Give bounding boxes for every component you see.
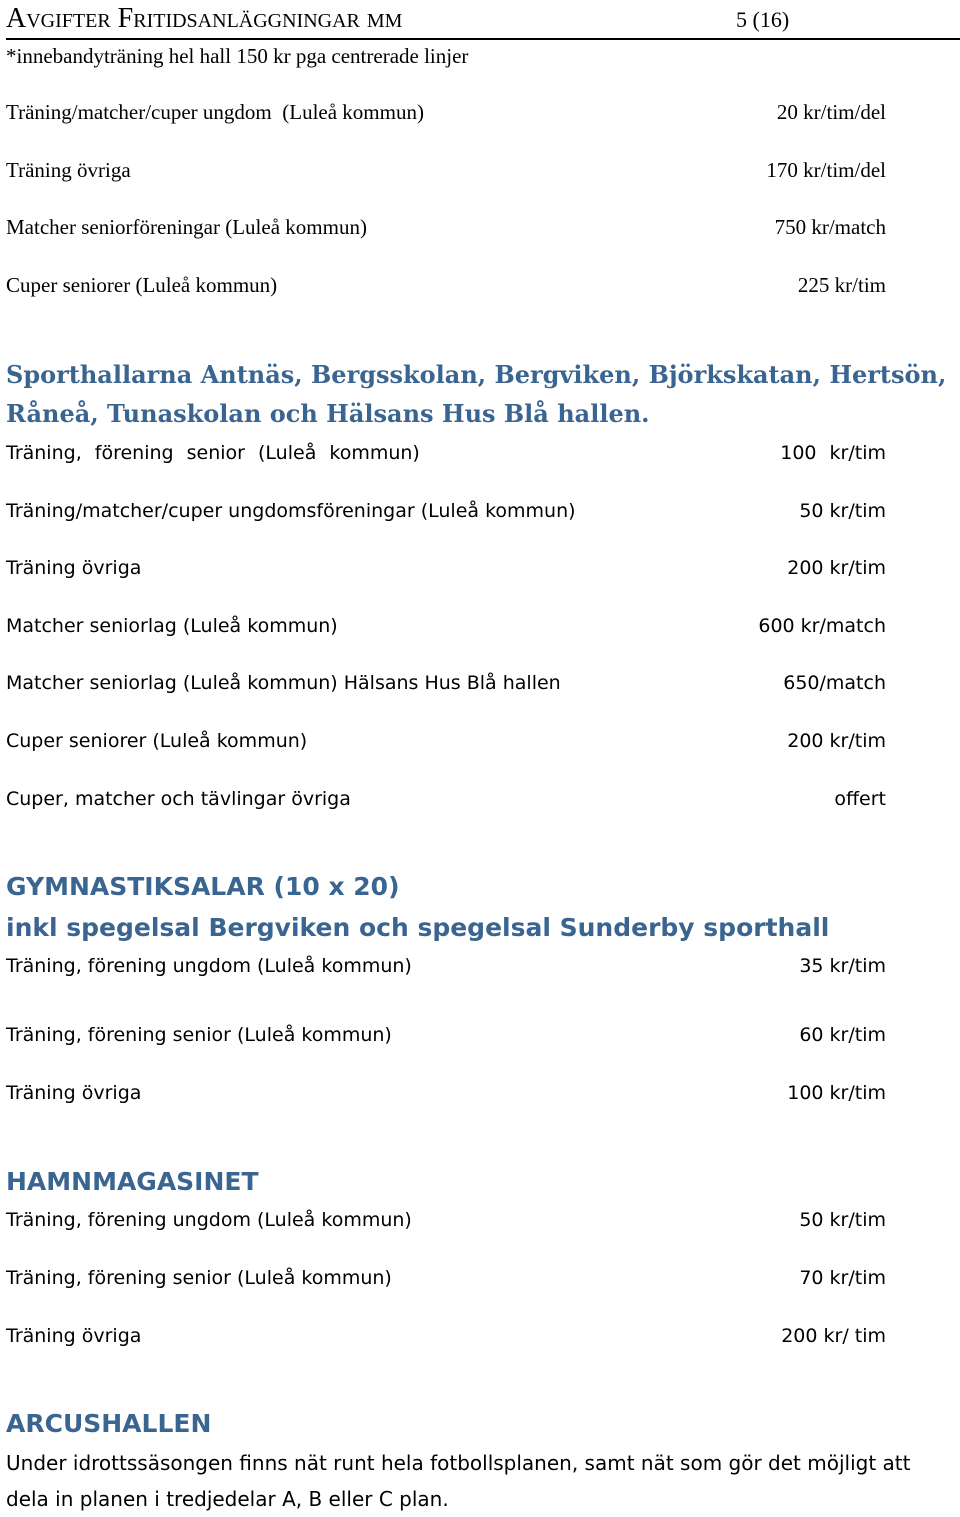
price-label: Cuper seniorer (Luleå kommun) bbox=[6, 273, 278, 297]
price-label: Träning/matcher/cuper ungdom (Luleå kommun) bbox=[6, 100, 424, 124]
price-row bbox=[6, 439, 886, 467]
price-label: Träning/matcher/cuper ungdomsföreningar (Luleå kommun) bbox=[6, 500, 576, 522]
price-row bbox=[6, 1079, 886, 1107]
price-value: offert bbox=[834, 788, 886, 810]
price-value: 100 kr/tim bbox=[780, 442, 886, 464]
price-value: 200 kr/tim bbox=[787, 730, 886, 752]
price-value: 170 kr/tim/del bbox=[766, 158, 886, 182]
page-header bbox=[6, 0, 960, 40]
price-value: 60 kr/tim bbox=[799, 1024, 886, 1046]
page-title: Avgifter Fritidsanläggningar mm bbox=[6, 3, 403, 34]
price-row bbox=[6, 1264, 886, 1292]
price-row bbox=[6, 156, 886, 184]
section-title-sporthallar-line2: Råneå, Tunaskolan och Hälsans Hus Blå hallen. bbox=[6, 399, 650, 428]
price-label: Matcher seniorlag (Luleå kommun) Hälsans Hus Blå hallen bbox=[6, 672, 561, 694]
price-value: 200 kr/ tim bbox=[781, 1325, 886, 1347]
price-row bbox=[6, 669, 886, 697]
price-label: Träning, förening senior (Luleå kommun) bbox=[6, 442, 420, 464]
price-value: 225 kr/tim bbox=[797, 273, 886, 297]
price-value: 100 kr/tim bbox=[787, 1082, 886, 1104]
price-label: Matcher seniorlag (Luleå kommun) bbox=[6, 615, 338, 637]
price-row bbox=[6, 554, 886, 582]
price-label: Träning, förening senior (Luleå kommun) bbox=[6, 1267, 392, 1289]
price-label: Träning övriga bbox=[6, 557, 142, 579]
price-value: 35 kr/tim bbox=[799, 955, 886, 977]
price-label: Cuper, matcher och tävlingar övriga bbox=[6, 788, 351, 810]
price-row bbox=[6, 213, 886, 241]
price-label: Cuper seniorer (Luleå kommun) bbox=[6, 730, 308, 752]
section-title-hamnmagasinet: HAMNMAGASINET bbox=[6, 1167, 259, 1196]
price-value: 50 kr/tim bbox=[799, 1209, 886, 1231]
price-row bbox=[6, 952, 886, 980]
price-value: 50 kr/tim bbox=[799, 500, 886, 522]
price-row bbox=[6, 1206, 886, 1234]
price-row bbox=[6, 612, 886, 640]
price-value: 600 kr/match bbox=[758, 615, 886, 637]
section-title-gymnastiksalar: GYMNASTIKSALAR (10 x 20) bbox=[6, 872, 400, 901]
page-number: 5 (16) bbox=[736, 7, 790, 32]
price-label: Träning övriga bbox=[6, 1325, 142, 1347]
price-label: Matcher seniorföreningar (Luleå kommun) bbox=[6, 215, 367, 239]
price-label: Träning, förening ungdom (Luleå kommun) bbox=[6, 955, 412, 977]
price-row bbox=[6, 1021, 886, 1049]
price-row bbox=[6, 727, 886, 755]
price-label: Träning, förening senior (Luleå kommun) bbox=[6, 1024, 392, 1046]
price-label: Träning övriga bbox=[6, 1082, 142, 1104]
price-row bbox=[6, 785, 886, 813]
price-label: Träning övriga bbox=[6, 158, 131, 182]
section-title-arcushallen: ARCUSHALLEN bbox=[6, 1409, 212, 1438]
price-row bbox=[6, 1322, 886, 1350]
price-value: 20 kr/tim/del bbox=[776, 100, 886, 124]
price-row bbox=[6, 497, 886, 525]
price-value: 70 kr/tim bbox=[799, 1267, 886, 1289]
price-row bbox=[6, 98, 886, 126]
arcushallen-description: Under idrottssäsongen finns nät runt hela fotbollsplanen, samt nät som gör det möjligt att dela in planen i tredjedelar A, B eller C plan. bbox=[6, 1451, 911, 1511]
section-subtitle-gymnastiksalar: inkl spegelsal Bergviken och spegelsal Sunderby sporthall bbox=[6, 913, 830, 942]
section-title-sporthallar: Sporthallarna Antnäs, Bergsskolan, Bergviken, Björkskatan, Hertsön, bbox=[6, 360, 947, 389]
price-value: 650/match bbox=[783, 672, 886, 694]
price-label: Träning, förening ungdom (Luleå kommun) bbox=[6, 1209, 412, 1231]
price-value: 750 kr/match bbox=[774, 215, 886, 239]
innebandy-note: *innebandyträning hel hall 150 kr pga centrerade linjer bbox=[6, 44, 469, 68]
price-value: 200 kr/tim bbox=[787, 557, 886, 579]
price-row bbox=[6, 271, 886, 299]
